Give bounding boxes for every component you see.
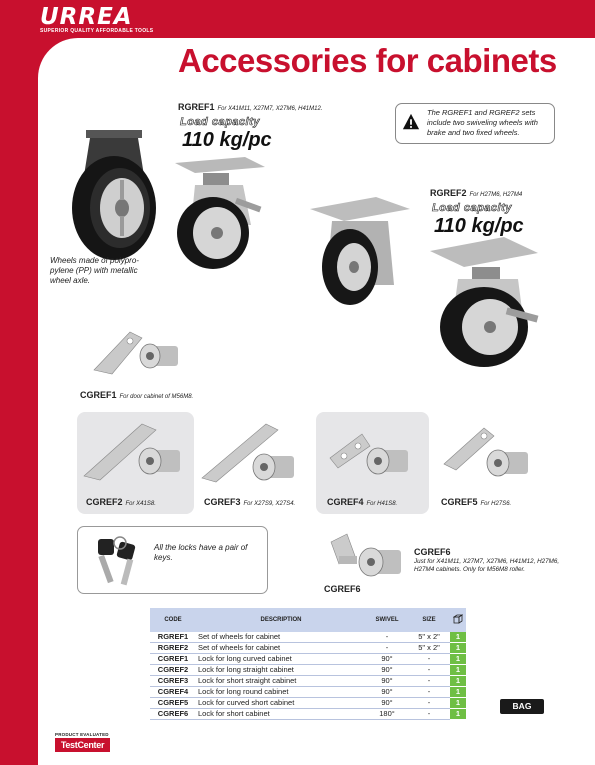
table-row: CGREF5 Lock for curved short cabinet 90° - 1 [150, 698, 466, 709]
cgref3-code: CGREF3 [204, 497, 241, 507]
frame-corner [38, 38, 78, 78]
warning-box [395, 103, 555, 144]
rgref2-load-label: Load capacity [432, 202, 512, 214]
table-row: CGREF6 Lock for short cabinet 180° - 1 [150, 709, 466, 720]
cgref3-lock-image [200, 420, 310, 492]
cgref2-lock-image [82, 420, 192, 492]
side-band [0, 0, 38, 765]
cgref1-caption [80, 390, 193, 400]
rgref1-load-label: Load capacity [180, 116, 260, 128]
rgref2-load-value: 110 kg/pc [434, 215, 524, 237]
cgref5-code: CGREF5 [441, 497, 478, 507]
header-swivel: SWIVEL [366, 608, 408, 632]
table-row: CGREF1 Lock for long curved cabinet 90° - 1 [150, 654, 466, 665]
rgref2-models: For H27M6, H27M4 [469, 192, 523, 198]
header-qty [450, 608, 466, 632]
keys-box [77, 526, 268, 594]
warning-triangle-icon [402, 113, 420, 131]
cgref5-caption [441, 497, 511, 507]
table-row: RGREF2 Set of wheels for cabinet - 5" x 2" 1 [150, 643, 466, 654]
cgref4-caption [327, 497, 397, 507]
table-row: CGREF4 Lock for long round cabinet 90° - 1 [150, 687, 466, 698]
cgref5-lock-image [440, 424, 540, 492]
box-icon [453, 614, 463, 624]
table-header-row [150, 608, 466, 632]
table-row: CGREF2 Lock for long straight cabinet 90° - 1 [150, 665, 466, 676]
cgref6-heading [414, 547, 451, 557]
cgref1-lock-image [90, 326, 190, 388]
keys-icon [88, 533, 150, 589]
page-title: Accessories for cabinets [178, 42, 557, 79]
cgref6-lock-image [325, 530, 415, 586]
spec-table [150, 608, 466, 720]
cgref4-lock-image [326, 428, 426, 492]
cgref6-image-label: CGREF6 [324, 584, 361, 594]
cgref4-models: For H41S8. [366, 501, 398, 507]
rgref2-fixed-wheel-image [306, 195, 416, 310]
cgref3-caption [204, 497, 295, 507]
testcenter-logo: TestCenter [55, 738, 110, 752]
bag-badge: BAG [500, 699, 544, 714]
header-description: DESCRIPTION [196, 608, 366, 632]
header-size: SIZE [408, 608, 450, 632]
rgref2-heading [430, 188, 522, 198]
header-code: CODE [150, 608, 196, 632]
rgref1-models: For X41M11, X27M7, X27M6, H41M12. [217, 106, 323, 112]
cgref4-code: CGREF4 [327, 497, 364, 507]
cgref1-models: For door cabinet of M56M8. [119, 394, 194, 400]
cgref3-models: For X27S9, X27S4. [243, 501, 296, 507]
rgref1-heading [178, 102, 322, 112]
wheel-material-note: Wheels made of polypro-pylene (PP) with metallic wheel axle. [50, 256, 139, 285]
evaluation-label: PRODUCT EVALUATED [55, 732, 109, 737]
rgref2-swivel-wheel-image [420, 235, 545, 370]
cgref1-code: CGREF1 [80, 390, 117, 400]
table-row: CGREF3 Lock for short straight cabinet 90° - 1 [150, 676, 466, 687]
rgref1-load-value: 110 kg/pc [182, 129, 272, 151]
cgref2-code: CGREF2 [86, 497, 123, 507]
cgref6-code: CGREF6 [414, 547, 451, 557]
brand-tagline: SUPERIOR QUALITY AFFORDABLE TOOLS [40, 28, 154, 34]
keys-note: All the locks have a pair of keys. [154, 543, 248, 562]
brand-logo: URREA [40, 4, 133, 30]
rgref1-swivel-wheel-image [165, 155, 270, 270]
rgref1-fixed-wheel-image [68, 128, 178, 263]
warning-text: The RGREF1 and RGREF2 sets include two swiveling wheels with brake and two fixed wheels. [427, 108, 538, 137]
rgref1-code: RGREF1 [178, 102, 215, 112]
cgref2-models: For X41S8. [125, 501, 156, 507]
cgref2-caption [86, 497, 156, 507]
cgref5-models: For H27S6. [480, 501, 512, 507]
rgref2-code: RGREF2 [430, 188, 467, 198]
table-row: RGREF1 Set of wheels for cabinet - 5" x 2" 1 [150, 632, 466, 643]
cgref6-models: Just for X41M11, X27M7, X27M6, H41M12, H27M6, H27M4 cabinets. Only for M56M8 roller. [414, 558, 560, 573]
